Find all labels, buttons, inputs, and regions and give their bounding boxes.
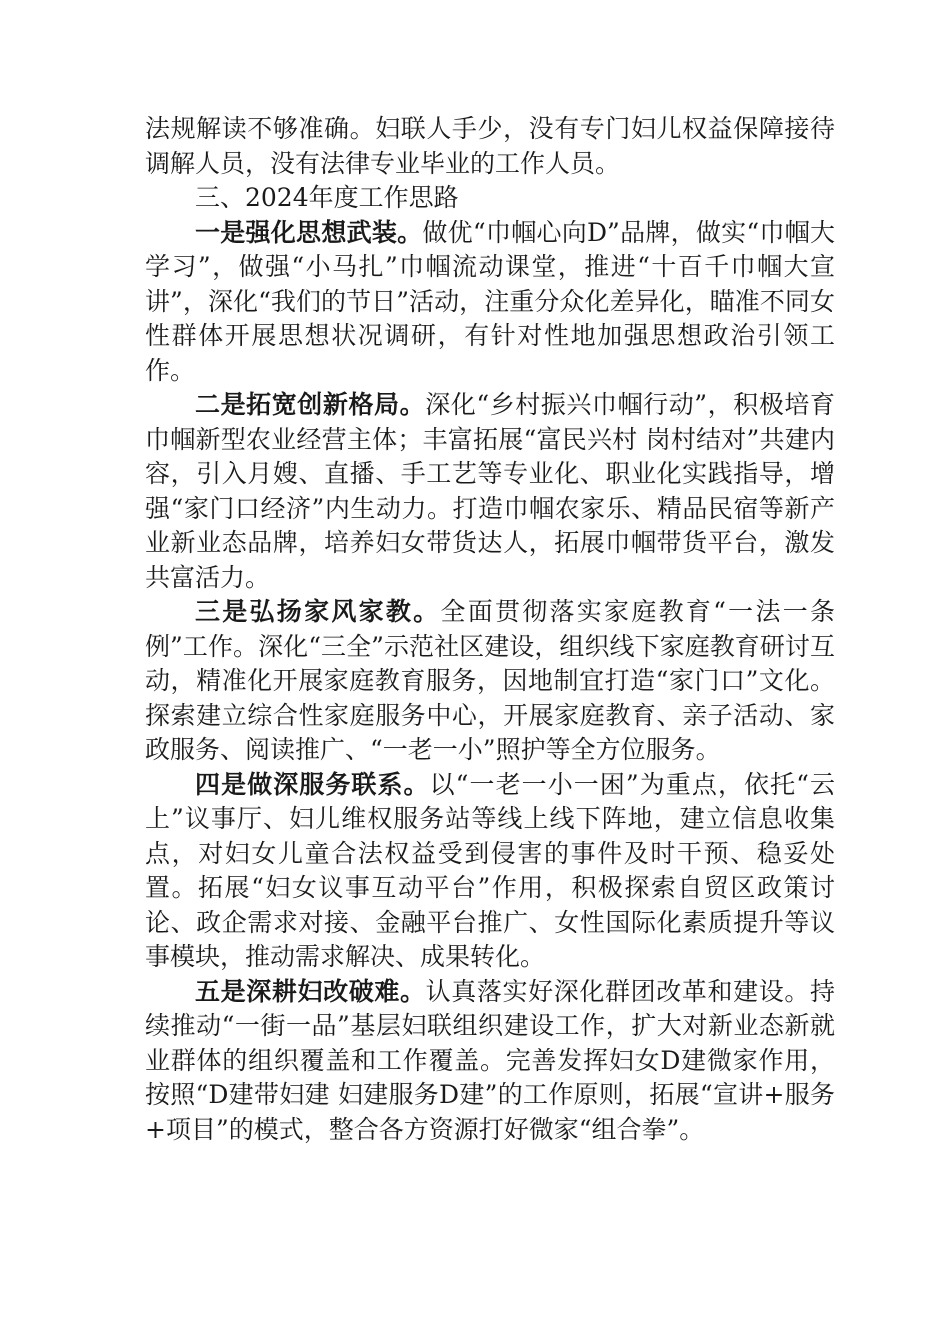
work-item-3 bbox=[145, 595, 835, 768]
work-item-4 bbox=[145, 768, 835, 975]
work-item-1-lead: 一是强化思想武装。 bbox=[195, 217, 423, 247]
work-item-4-body: 以“一老一小一困”为重点，依托“云上”议事厅、妇儿维权服务站等线上线下阵地，建立信息收集点，对妇女儿童合法权益受到侵害的事件及时干预、稳妥处置。拓展“妇女议事互动平台”作用，积极探索自贸区政策讨论、政企需求对接、金融平台推广、女性国际化素质提升等议事模块，推动需求解决、成果转化。 bbox=[145, 769, 835, 971]
work-item-4-lead: 四是做深服务联系。 bbox=[195, 769, 430, 799]
work-item-5-body: 认真落实好深化群团改革和建设。持续推动“一街一品”基层妇联组织建设工作，扩大对新业态新就业群体的组织覆盖和工作覆盖。完善发挥妇女D建微家作用，按照“D建带妇建 妇建服务D建”的工作原则，拓展“宣讲+服务+项目”的模式，整合各方资源打好微家“组合拳”。 bbox=[145, 976, 835, 1144]
work-item-2 bbox=[145, 388, 835, 595]
work-item-3-body: 全面贯彻落实家庭教育“一法一条例”工作。深化“三全”示范社区建设，组织线下家庭教育研讨互动，精准化开展家庭教育服务，因地制宜打造“家门口”文化。探索建立综合性家庭服务中心，开展家庭教育、亲子活动、家政服务、阅读推广、“一老一小”照护等全方位服务。 bbox=[145, 597, 835, 764]
section-heading: 三、2024年度工作思路 bbox=[195, 183, 459, 212]
work-item-3-lead: 三是弘扬家风家教。 bbox=[195, 597, 441, 626]
work-item-1 bbox=[145, 216, 835, 389]
work-item-5-lead: 五是深耕妇改破难。 bbox=[195, 976, 426, 1006]
work-item-1-body: 做优“巾帼心向D”品牌，做实“巾帼大学习”，做强“小马扎”巾帼流动课堂，推进“十百千巾帼大宣讲”，深化“我们的节日”活动，注重分众化差异化，瞄准不同女性群体开展思想状况调研，有针对性地加强思想政治引领工作。 bbox=[145, 217, 835, 385]
document-page bbox=[145, 112, 835, 1147]
work-item-5 bbox=[145, 975, 835, 1148]
work-item-2-body: 深化“乡村振兴巾帼行动”，积极培育巾帼新型农业经营主体；丰富拓展“富民兴村 岗村结对”共建内容，引入月嫂、直播、手工艺等专业化、职业化实践指导，增强“家门口经济”内生动力。打造巾帼农家乐、精品民宿等新产业新业态品牌，培养妇女带货达人，拓展巾帼带货平台，激发共富活力。 bbox=[145, 390, 835, 592]
work-item-2-lead: 二是拓宽创新格局。 bbox=[195, 390, 426, 419]
intro-paragraph: 法规解读不够准确。妇联人手少，没有专门妇儿权益保障接待调解人员，没有法律专业毕业的工作人员。 bbox=[145, 114, 835, 178]
